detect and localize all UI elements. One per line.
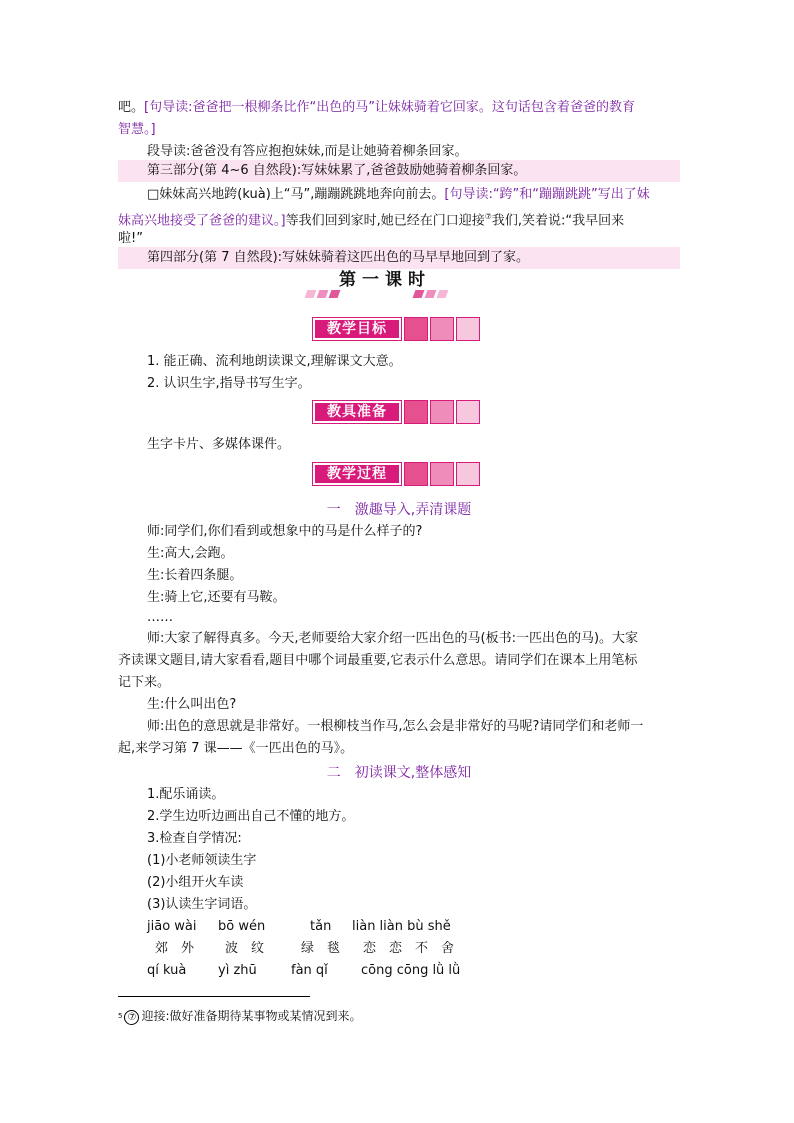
text-line: 妹高兴地接受了爸爸的建议。]等我们回到家时,她已经在门口迎接⑦我们,笑着说:“我早回来 [118, 212, 625, 229]
dialogue-line: 师:大家了解得真多。今天,老师要给大家介绍一匹出色的马(板书:一匹出色的马)。大家 [147, 631, 639, 646]
text-line: 啦!” [118, 231, 143, 246]
dialogue-line: 师:同学们,你们看到或想象中的马是什么样子的? [147, 524, 423, 539]
section-label-goals: 教学目标 [313, 318, 479, 340]
step-line: 2.学生边听边画出自己不懂的地方。 [147, 809, 355, 824]
section-heading: 二 初读课文,整体感知 [326, 765, 472, 781]
step-line: (2)小组开火车读 [147, 875, 244, 890]
step-line: (1)小老师领读生字 [147, 853, 257, 868]
footnote-rule [118, 996, 310, 997]
text-line: □妹妹高兴地跨(kuà)上“马”,蹦蹦跳跳地奔向前去。[句导读:“跨”和“蹦蹦跳跳”写出了妹 [147, 187, 650, 202]
dialogue-line: 齐读课文题目,请大家看看,题目中哪个词最重要,它表示什么意思。请同学们在课本上用笔标 [118, 653, 638, 668]
footnote-mark: ⑦ [124, 1010, 139, 1025]
footnote-ref: ⑦ [484, 212, 492, 221]
dialogue-line: 生:高大,会跑。 [147, 546, 234, 561]
dialogue-line: 生:骑上它,还要有马鞍。 [147, 590, 286, 605]
sentence-guide: [句导读:“跨”和“蹦蹦跳跳”写出了妹 [444, 187, 650, 202]
dialogue-line: 师:出色的意思就是非常好。一根柳枝当作马,怎么会是非常好的马呢?请同学们和老师一 [147, 719, 644, 734]
dialogue-line: 起,来学习第 7 课——《一匹出色的马》。 [118, 741, 354, 756]
sentence-guide: 智慧。] [118, 122, 156, 137]
text-line: 吧。[句导读:爸爸把一根柳条比作“出色的马”让妹妹骑着它回家。这句话包含着爸爸的教育 [118, 100, 635, 115]
dialogue-line: 记下来。 [118, 675, 171, 690]
sentence-guide: [句导读:爸爸把一根柳条比作“出色的马”让妹妹骑着它回家。这句话包含着爸爸的教育 [144, 100, 635, 115]
decoration-dots [414, 290, 447, 298]
ellipsis: …… [147, 610, 173, 625]
step-line: 3.检查自学情况: [147, 831, 242, 846]
dialogue-line: 生:长着四条腿。 [147, 568, 243, 583]
step-line: 1.配乐诵读。 [147, 787, 225, 802]
footnote: $^5$ ⑦ 迎接:做好准备期待某事物或某情况到来。 [118, 1009, 362, 1023]
lesson-title: 第一课时 [339, 270, 431, 290]
decoration-dots [306, 290, 339, 298]
section-label-process: 教学过程 [313, 463, 479, 485]
sentence-guide: 妹高兴地接受了爸爸的建议。] [118, 213, 286, 229]
part-four-summary: 第四部分(第 7 自然段):写妹妹骑着这匹出色的马早早地回到了家。 [147, 250, 530, 265]
paragraph-guide: 段导读:爸爸没有答应抱抱妹妹,而是让她骑着柳条回家。 [147, 144, 468, 159]
goal-item: 1. 能正确、流利地朗读课文,理解课文大意。 [147, 354, 402, 369]
dialogue-line: 生:什么叫出色? [147, 697, 237, 712]
part-three-summary: 第三部分(第 4~6 自然段):写妹妹累了,爸爸鼓励她骑着柳条回家。 [147, 163, 527, 178]
goal-item: 2. 认识生字,指导书写生字。 [147, 376, 311, 391]
document-page: 吧。[句导读:爸爸把一根柳条比作“出色的马”让妹妹骑着它回家。这句话包含着爸爸的教育 智慧。] 段导读:爸爸没有答应抱抱妹妹,而是让她骑着柳条回家。 第三部分(第 4~6 自然段):写妹妹累了,爸爸鼓励她骑着柳条回家。 □妹妹高兴地跨(kuà)上“马”,蹦蹦跳跳地奔向前去。[句导读:“跨”和“蹦蹦跳跳”写出了妹 妹高兴地接受了爸爸的建议。]等我们回到家时,她已经在门口迎接⑦我们,笑着说:“我早回来 啦!” 第四部分(第 7 自然段):写妹妹骑着这匹出色的马早早地回到了家。 第一课时 教学目标 1. 能正确、流利地朗读课文,理解课文大意。 2. 认识生字,指导书写生字。 教具准备 生字卡片、多媒体课件。 教学过程 一 激趣导入,弄清课题 师:同学们,你们看到或想象中的马是什么样子的? 生:高大,会跑。 生:长着四条腿。 生:骑上它,还要有马鞍。 …… 师:大家了解得真多。今天,老师要给大家介绍一匹出色的马(板书:一匹出色的马)。大家 齐读课文题目,请大家看看,题目中哪个词最重要,它表示什么意思。请同学们在课本上用笔标 记下来。 生:什么叫出色? 师:出色的意思就是非常好。一根柳枝当作马,怎么会是非常好的马呢?请同学们和老师一 起,来学习第 7 课——《一匹出色的马》。 二 初读课文,整体感知 1.配乐诵读。 2.学生边听边画出自己不懂的地方。 3.检查自学情况: (1)小老师领读生字 (2)小组开火车读 (3)认读生字词语。 jiāo wài bō wén tǎn liàn liàn bù shě 郊 外 波 纹 绿 毯 恋 恋 不 舍 qí kuà yì zhū fàn qǐ cōng cōng lǜ lǜ $^5$ ⑦ 迎接:做好准备期待某事物或某情况到来。 [0, 0, 794, 1123]
tools-text: 生字卡片、多媒体课件。 [147, 437, 291, 452]
step-line: (3)认读生字词语。 [147, 897, 257, 912]
section-label-tools: 教具准备 [313, 401, 479, 423]
section-heading: 一 激趣导入,弄清课题 [326, 502, 472, 518]
